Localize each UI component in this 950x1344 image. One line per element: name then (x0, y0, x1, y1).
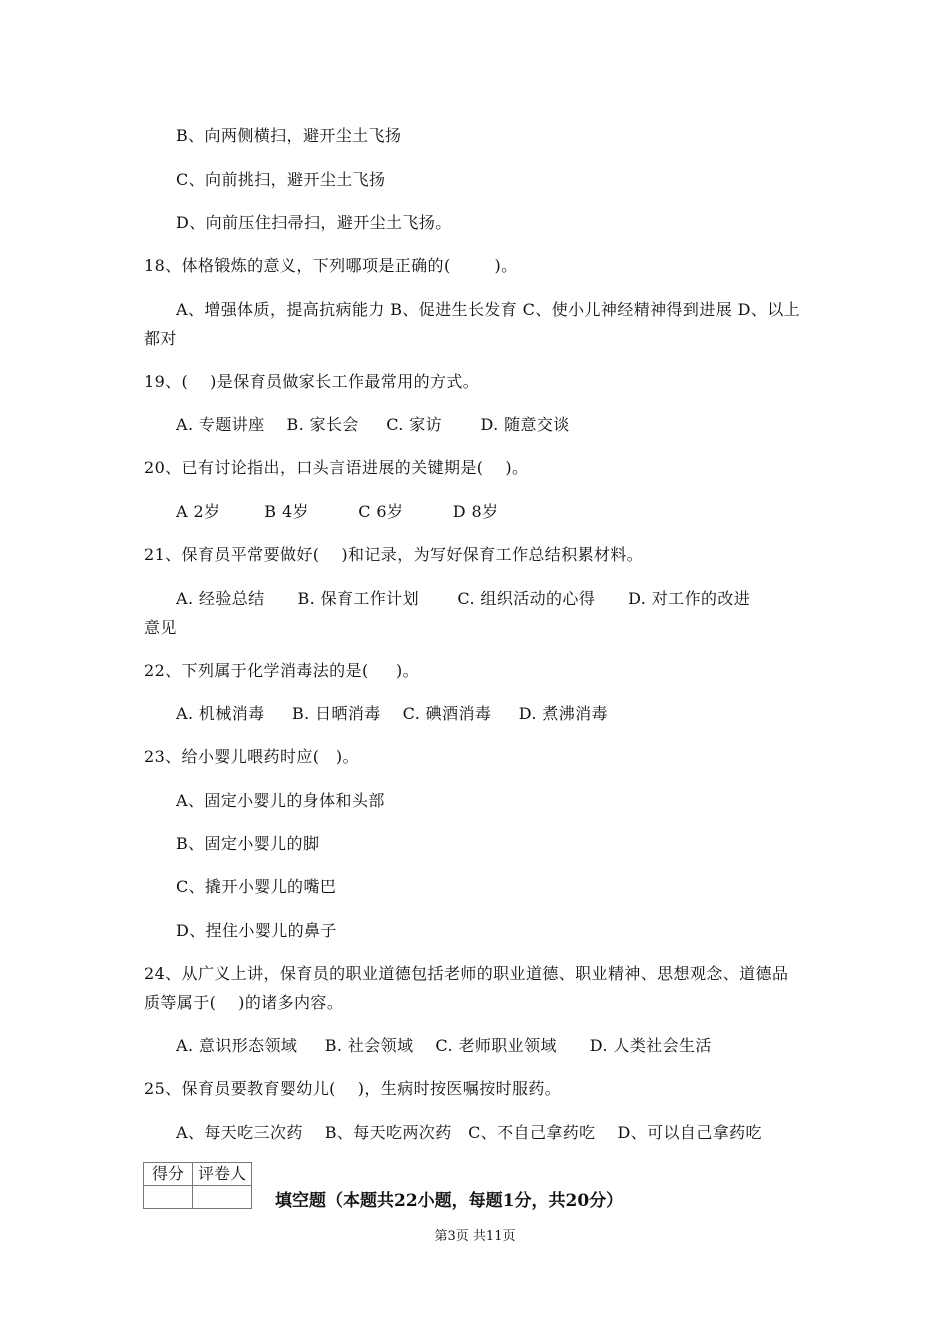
question-18: 18、体格锻炼的意义，下列哪项是正确的( )。 (144, 256, 518, 275)
option-23b: B、固定小婴儿的脚 (176, 834, 320, 853)
option-23c: C、撬开小婴儿的嘴巴 (176, 877, 337, 896)
question-19: 19、( )是保育员做家长工作最常用的方式。 (144, 372, 480, 391)
option-17d: D、向前压住扫帚扫，避开尘土飞扬。 (176, 213, 452, 232)
option-23a: A、固定小婴儿的身体和头部 (176, 791, 385, 810)
options-21: A. 经验总结 B. 保育工作计划 C. 组织活动的心得 D. 对工作的改进 (176, 589, 751, 608)
score-label: 得分 (144, 1163, 193, 1186)
options-20: A 2岁 B 4岁 C 6岁 D 8岁 (176, 502, 499, 521)
options-24: A. 意识形态领域 B. 社会领域 C. 老师职业领域 D. 人类社会生活 (176, 1036, 712, 1055)
options-25: A、每天吃三次药 B、每天吃两次药 C、不自己拿药吃 D、可以自己拿药吃 (176, 1123, 762, 1142)
question-24-cont: 质等属于( )的诸多内容。 (144, 993, 344, 1012)
option-23d: D、捏住小婴儿的鼻子 (176, 921, 337, 940)
question-24: 24、从广义上讲，保育员的职业道德包括老师的职业道德、职业精神、思想观念、道德品 (144, 964, 789, 983)
options-18: A、增强体质，提高抗病能力 B、促进生长发育 C、使小儿神经精神得到进展 D、以上 (176, 300, 801, 319)
question-23: 23、给小婴儿喂药时应( )。 (144, 747, 359, 766)
section-title: 填空题（本题共22小题，每题1分，共20分） (275, 1191, 624, 1211)
options-22: A. 机械消毒 B. 日晒消毒 C. 碘酒消毒 D. 煮沸消毒 (176, 704, 608, 723)
options-18-cont: 都对 (144, 329, 177, 348)
score-table (143, 1162, 252, 1209)
options-19: A. 专题讲座 B. 家长会 C. 家访 D. 随意交谈 (176, 415, 570, 434)
question-25: 25、保育员要教育婴幼儿( )，生病时按医嘱按时服药。 (144, 1079, 562, 1098)
options-21-cont: 意见 (144, 618, 177, 637)
score-cell (144, 1186, 193, 1209)
question-20: 20、已有讨论指出，口头言语进展的关键期是( )。 (144, 458, 529, 477)
grader-cell (193, 1186, 252, 1209)
grader-label: 评卷人 (193, 1163, 252, 1186)
option-17c: C、向前挑扫，避开尘土飞扬 (176, 170, 386, 189)
question-21: 21、保育员平常要做好( )和记录，为写好保育工作总结积累材料。 (144, 545, 644, 564)
page-footer: 第3页 共11页 (434, 1229, 516, 1244)
option-17b: B、向两侧横扫，避开尘土飞扬 (176, 126, 402, 145)
question-22: 22、下列属于化学消毒法的是( )。 (144, 661, 420, 680)
